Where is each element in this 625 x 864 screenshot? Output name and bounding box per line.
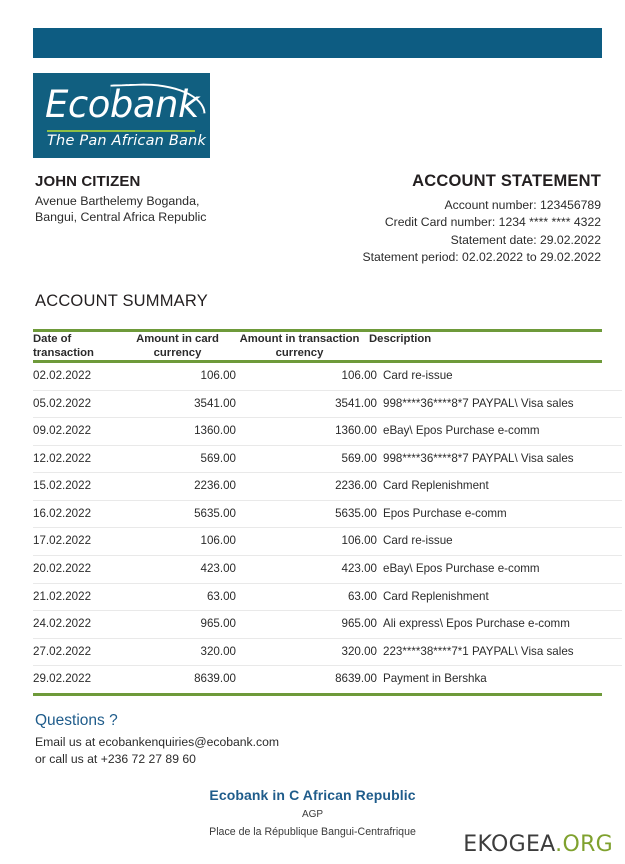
transaction-description: Card re-issue xyxy=(377,528,622,556)
transaction-date: 29.02.2022 xyxy=(33,672,92,686)
transaction-currency-amount: 320.00 xyxy=(250,638,377,666)
transaction-description: 223****38****7*1 PAYPAL\ Visa sales xyxy=(377,638,622,666)
card-currency-amount: 569.00 xyxy=(119,445,250,473)
logo-tagline: The Pan African Bank xyxy=(47,133,207,149)
column-header-transaction-amount xyxy=(236,332,363,361)
column-header-trans-line2: currency xyxy=(275,346,324,359)
questions-title: Questions ? xyxy=(35,712,118,729)
transaction-date: 05.02.2022 xyxy=(33,390,119,418)
transaction-description: eBay\ Epos Purchase e-comm xyxy=(377,418,622,446)
transactions-body-table xyxy=(33,363,622,693)
transaction-date: 27.02.2022 xyxy=(33,638,119,666)
card-currency-amount: 106.00 xyxy=(119,528,250,556)
card-currency-amount: 320.00 xyxy=(119,638,250,666)
transaction-currency-amount: 1360.00 xyxy=(250,418,377,446)
statement-period: Statement period: 02.02.2022 to 29.02.2022 xyxy=(362,249,601,264)
watermark xyxy=(463,834,613,856)
table-head xyxy=(33,332,608,361)
column-header-card-line1: Amount in card xyxy=(136,332,219,345)
table-row xyxy=(33,556,622,584)
questions-phone: or call us at +236 72 27 89 60 xyxy=(35,752,196,767)
transactions-table xyxy=(33,332,608,361)
column-header-card-amount xyxy=(119,332,236,361)
footer-block xyxy=(0,787,625,838)
credit-card-number: Credit Card number: 1234 **** **** 4322 xyxy=(384,215,601,230)
column-header-card-line2: currency xyxy=(153,346,202,359)
table-body xyxy=(33,363,622,693)
questions-block xyxy=(35,712,395,768)
column-header-description xyxy=(363,332,608,361)
transaction-date: 16.02.2022 xyxy=(33,500,119,528)
column-header-date xyxy=(33,332,119,361)
logo-wordmark: Ecobank xyxy=(45,83,199,126)
logo-underline xyxy=(47,130,195,132)
footer-address: Place de la République Bangui-Centrafrique xyxy=(209,826,416,838)
watermark-tld: .ORG xyxy=(555,832,613,857)
account-summary-title: ACCOUNT SUMMARY xyxy=(35,292,208,310)
questions-email: Email us at ecobankenquiries@ecobank.com xyxy=(35,735,280,749)
transaction-currency-amount: 3541.00 xyxy=(250,390,377,418)
card-currency-amount: 965.00 xyxy=(119,611,250,639)
transaction-currency-amount: 106.00 xyxy=(250,363,377,390)
card-currency-amount: 3541.00 xyxy=(119,390,250,418)
transaction-description: Payment in Bershka xyxy=(383,672,487,686)
column-header-date-line1: Date of xyxy=(33,332,72,345)
transaction-date: 12.02.2022 xyxy=(33,445,119,473)
header-accent-bar xyxy=(33,28,602,58)
transaction-description: eBay\ Epos Purchase e-comm xyxy=(377,556,622,584)
table-row xyxy=(33,611,622,639)
transaction-currency-amount: 63.00 xyxy=(250,583,377,611)
table-row xyxy=(33,473,622,501)
transaction-date: 02.02.2022 xyxy=(33,363,119,390)
statement-title: ACCOUNT STATEMENT xyxy=(412,172,601,190)
transaction-currency-amount: 5635.00 xyxy=(250,500,377,528)
transaction-description: 998****36****8*7 PAYPAL\ Visa sales xyxy=(377,445,622,473)
transaction-currency-amount: 423.00 xyxy=(250,556,377,584)
card-currency-amount: 423.00 xyxy=(119,556,250,584)
transaction-currency-amount: 8639.00 xyxy=(335,672,377,686)
table-row xyxy=(33,445,622,473)
transaction-description: Card re-issue xyxy=(377,363,622,390)
column-header-trans-line1: Amount in transaction xyxy=(239,332,360,345)
column-header-date-line2: transaction xyxy=(33,346,94,359)
transaction-date: 17.02.2022 xyxy=(33,528,119,556)
table-row xyxy=(33,418,622,446)
table-row xyxy=(33,528,622,556)
transaction-date: 09.02.2022 xyxy=(33,418,119,446)
transaction-currency-amount: 2236.00 xyxy=(250,473,377,501)
transaction-date: 15.02.2022 xyxy=(33,473,119,501)
card-currency-amount: 2236.00 xyxy=(119,473,250,501)
watermark-name: EKOGEA xyxy=(463,832,556,857)
footer-bank-name: Ecobank in C African Republic xyxy=(209,787,416,803)
card-currency-amount: 106.00 xyxy=(119,363,250,390)
statement-meta-block xyxy=(221,172,601,266)
transaction-description: Card Replenishment xyxy=(377,473,622,501)
transaction-currency-amount: 569.00 xyxy=(250,445,377,473)
customer-address-line-1: Avenue Barthelemy Boganda, xyxy=(35,194,200,208)
card-currency-amount: 63.00 xyxy=(119,583,250,611)
card-currency-amount: 1360.00 xyxy=(119,418,250,446)
table-row xyxy=(33,666,622,693)
transaction-date: 24.02.2022 xyxy=(33,611,119,639)
table-header-row xyxy=(33,332,608,361)
card-currency-amount: 8639.00 xyxy=(194,672,236,686)
transaction-date: 20.02.2022 xyxy=(33,556,119,584)
transaction-currency-amount: 106.00 xyxy=(250,528,377,556)
customer-address-line-2: Bangui, Central Africa Republic xyxy=(35,210,207,225)
transaction-description: 998****36****8*7 PAYPAL\ Visa sales xyxy=(377,390,622,418)
statement-date: Statement date: 29.02.2022 xyxy=(450,232,601,247)
transaction-description: Epos Purchase e-comm xyxy=(377,500,622,528)
table-bottom-rule xyxy=(33,693,602,696)
footer-branch-code: AGP xyxy=(301,809,324,820)
table-row xyxy=(33,390,622,418)
transaction-date: 21.02.2022 xyxy=(33,583,119,611)
transaction-currency-amount: 965.00 xyxy=(250,611,377,639)
ecobank-logo xyxy=(33,73,210,158)
table-row xyxy=(33,583,622,611)
transaction-description: Card Replenishment xyxy=(377,583,622,611)
customer-name: JOHN CITIZEN xyxy=(35,173,141,190)
transactions-table-wrapper xyxy=(33,329,602,696)
table-row xyxy=(33,500,622,528)
column-header-description-line1: Description xyxy=(369,332,432,345)
transaction-description: Ali express\ Epos Purchase e-comm xyxy=(377,611,622,639)
table-row xyxy=(33,638,622,666)
table-row xyxy=(33,363,622,390)
card-currency-amount: 5635.00 xyxy=(119,500,250,528)
account-number: Account number: 123456789 xyxy=(444,198,601,212)
